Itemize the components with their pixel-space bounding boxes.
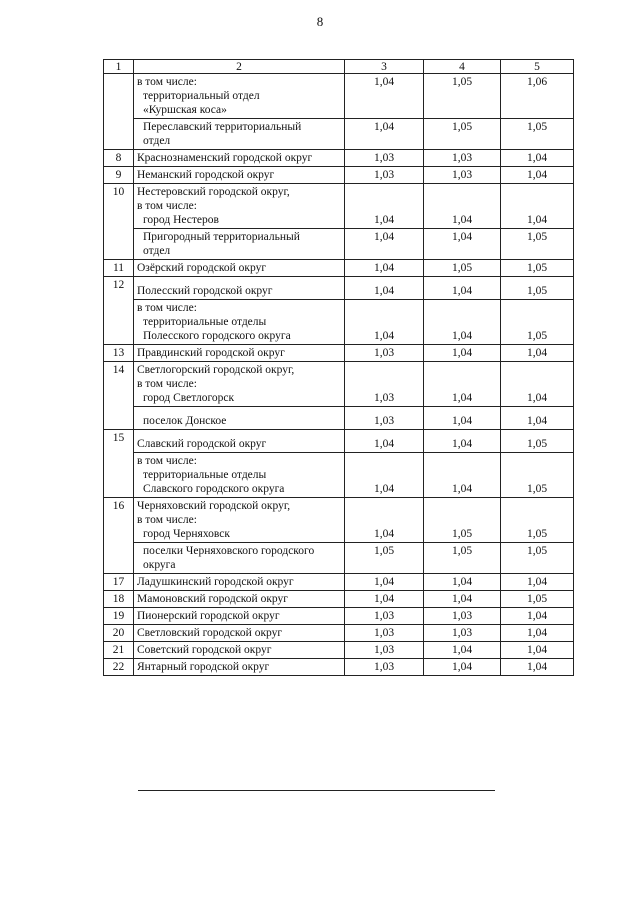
row-number: 19 — [104, 608, 134, 625]
row-name: Озёрский городской округ — [134, 260, 345, 277]
row-name-line: Пригородный территориальный — [143, 231, 300, 243]
value-cell: 1,04 — [424, 407, 501, 430]
row-name-line: территориальный отдел — [143, 90, 260, 102]
row-number — [104, 543, 134, 574]
row-name-line: территориальные отделы — [143, 316, 267, 328]
value-cell: 1,03 — [345, 150, 424, 167]
value-cell: 1,05 — [424, 74, 501, 119]
row-name: Мамоновский городской округ — [134, 591, 345, 608]
value-cell: 1,05 — [501, 430, 574, 453]
table-row — [104, 260, 574, 277]
table-row — [104, 119, 574, 150]
row-name — [134, 362, 345, 407]
row-number — [104, 407, 134, 430]
row-name-line: отдел — [143, 245, 171, 257]
row-number — [104, 74, 134, 119]
value-cell: 1,03 — [345, 167, 424, 184]
row-name-line: территориальные отделы — [143, 469, 267, 481]
value-cell: 1,04 — [345, 119, 424, 150]
row-name-line: Черняховский городской округ, — [137, 500, 291, 512]
value-cell: 1,03 — [345, 659, 424, 676]
value-cell: 1,05 — [424, 543, 501, 574]
row-name-line: Славского городского округа — [143, 483, 285, 495]
table-row — [104, 300, 574, 345]
table-row — [104, 184, 574, 229]
column-header: 4 — [424, 60, 501, 74]
value-cell: 1,04 — [345, 74, 424, 119]
table-row — [104, 430, 574, 453]
row-number: 8 — [104, 150, 134, 167]
column-header: 2 — [134, 60, 345, 74]
row-name-line: в том числе: — [137, 302, 197, 314]
value-cell: 1,05 — [501, 300, 574, 345]
row-number — [104, 229, 134, 260]
value-cell: 1,04 — [501, 345, 574, 362]
table-row — [104, 74, 574, 119]
value-cell: 1,05 — [501, 260, 574, 277]
value-cell: 1,04 — [501, 150, 574, 167]
row-number: 10 — [104, 184, 134, 229]
value-cell: 1,04 — [424, 659, 501, 676]
value-cell: 1,04 — [501, 407, 574, 430]
value-cell: 1,04 — [345, 260, 424, 277]
value-cell: 1,05 — [501, 498, 574, 543]
row-name: Янтарный городской округ — [134, 659, 345, 676]
row-name-line: отдел — [143, 135, 171, 147]
value-cell: 1,05 — [501, 591, 574, 608]
value-cell: 1,04 — [501, 184, 574, 229]
row-number: 18 — [104, 591, 134, 608]
value-cell: 1,04 — [501, 574, 574, 591]
row-name-line: в том числе: — [137, 200, 197, 212]
row-number: 22 — [104, 659, 134, 676]
value-cell: 1,03 — [345, 407, 424, 430]
value-cell: 1,04 — [424, 362, 501, 407]
row-name: Пионерский городской округ — [134, 608, 345, 625]
row-number — [104, 453, 134, 498]
value-cell: 1,04 — [345, 453, 424, 498]
value-cell: 1,06 — [501, 74, 574, 119]
table-header-row — [104, 60, 574, 74]
row-number: 12 — [104, 277, 134, 300]
row-name: Светловский городской округ — [134, 625, 345, 642]
value-cell: 1,04 — [424, 453, 501, 498]
row-number: 15 — [104, 430, 134, 453]
row-name-line: в том числе: — [137, 514, 197, 526]
table-row — [104, 150, 574, 167]
value-cell: 1,05 — [501, 453, 574, 498]
row-number: 21 — [104, 642, 134, 659]
row-name-line: Светлогорский городской округ, — [137, 364, 295, 376]
value-cell: 1,04 — [424, 184, 501, 229]
value-cell: 1,03 — [424, 608, 501, 625]
table-row — [104, 608, 574, 625]
row-name: Ладушкинский городской округ — [134, 574, 345, 591]
row-number: 11 — [104, 260, 134, 277]
value-cell: 1,04 — [424, 574, 501, 591]
row-name-line: в том числе: — [137, 76, 197, 88]
value-cell: 1,05 — [424, 119, 501, 150]
value-cell: 1,04 — [501, 362, 574, 407]
value-cell: 1,03 — [345, 642, 424, 659]
row-name-line: Славский городской округ — [137, 438, 267, 450]
row-name-line: в том числе: — [137, 378, 197, 390]
value-cell: 1,04 — [424, 300, 501, 345]
value-cell: 1,04 — [501, 608, 574, 625]
row-name-line: город Черняховск — [143, 528, 230, 540]
table-row — [104, 277, 574, 300]
row-name: Советский городской округ — [134, 642, 345, 659]
value-cell: 1,04 — [345, 277, 424, 300]
row-name — [134, 229, 345, 260]
row-name-line: Нестеровский городской округ, — [137, 186, 290, 198]
value-cell: 1,03 — [424, 150, 501, 167]
row-number — [104, 119, 134, 150]
value-cell: 1,03 — [345, 362, 424, 407]
value-cell: 1,04 — [424, 591, 501, 608]
row-name — [134, 430, 345, 453]
row-name-line: Полесский городской округ — [137, 285, 273, 297]
value-cell: 1,03 — [345, 625, 424, 642]
table-row — [104, 574, 574, 591]
row-number: 20 — [104, 625, 134, 642]
row-name — [134, 277, 345, 300]
page-number: 8 — [316, 14, 324, 29]
row-name — [134, 498, 345, 543]
value-cell: 1,04 — [424, 277, 501, 300]
row-name-line: Переславский территориальный — [143, 121, 302, 133]
row-name: Правдинский городской округ — [134, 345, 345, 362]
row-number — [104, 300, 134, 345]
value-cell: 1,04 — [345, 184, 424, 229]
row-name-line: Полесского городского округа — [143, 330, 291, 342]
table-row — [104, 453, 574, 498]
table-row — [104, 345, 574, 362]
value-cell: 1,03 — [424, 625, 501, 642]
value-cell: 1,04 — [345, 591, 424, 608]
row-name-line: город Нестеров — [143, 214, 219, 226]
value-cell: 1,05 — [501, 543, 574, 574]
value-cell: 1,04 — [345, 498, 424, 543]
value-cell: 1,05 — [501, 119, 574, 150]
row-name-line: в том числе: — [137, 455, 197, 467]
value-cell: 1,04 — [501, 167, 574, 184]
value-cell: 1,04 — [501, 642, 574, 659]
value-cell: 1,04 — [501, 625, 574, 642]
row-name-line: город Светлогорск — [143, 392, 235, 404]
table-row — [104, 642, 574, 659]
row-name — [134, 543, 345, 574]
bottom-rule-divider — [138, 790, 495, 791]
column-header: 3 — [345, 60, 424, 74]
table-row — [104, 362, 574, 407]
value-cell: 1,05 — [424, 260, 501, 277]
value-cell: 1,05 — [424, 498, 501, 543]
row-number: 16 — [104, 498, 134, 543]
row-name — [134, 300, 345, 345]
row-number: 14 — [104, 362, 134, 407]
row-name — [134, 407, 345, 430]
row-number: 17 — [104, 574, 134, 591]
value-cell: 1,04 — [424, 430, 501, 453]
value-cell: 1,04 — [501, 659, 574, 676]
table-row — [104, 407, 574, 430]
table-row — [104, 543, 574, 574]
value-cell: 1,05 — [501, 229, 574, 260]
row-name-line: округа — [143, 559, 176, 571]
value-cell: 1,04 — [424, 345, 501, 362]
row-name-line: поселок Донское — [143, 415, 227, 427]
row-name — [134, 184, 345, 229]
value-cell: 1,03 — [345, 345, 424, 362]
value-cell: 1,04 — [424, 229, 501, 260]
row-name — [134, 74, 345, 119]
column-header: 5 — [501, 60, 574, 74]
row-name: Неманский городской округ — [134, 167, 345, 184]
value-cell: 1,04 — [345, 300, 424, 345]
row-number: 9 — [104, 167, 134, 184]
value-cell: 1,05 — [345, 543, 424, 574]
value-cell: 1,04 — [424, 642, 501, 659]
row-name-line: «Куршская коса» — [143, 104, 227, 116]
row-number: 13 — [104, 345, 134, 362]
value-cell: 1,05 — [501, 277, 574, 300]
table-row — [104, 625, 574, 642]
row-name — [134, 453, 345, 498]
row-name: Краснознаменский городской округ — [134, 150, 345, 167]
value-cell: 1,04 — [345, 574, 424, 591]
table-row — [104, 167, 574, 184]
row-name — [134, 119, 345, 150]
value-cell: 1,04 — [345, 229, 424, 260]
coefficients-table — [103, 59, 574, 676]
value-cell: 1,03 — [345, 608, 424, 625]
table-row — [104, 659, 574, 676]
table-row — [104, 591, 574, 608]
column-header: 1 — [104, 60, 134, 74]
row-name-line: поселки Черняховского городского — [143, 545, 315, 557]
table-row — [104, 229, 574, 260]
value-cell: 1,04 — [345, 430, 424, 453]
table-row — [104, 498, 574, 543]
value-cell: 1,03 — [424, 167, 501, 184]
